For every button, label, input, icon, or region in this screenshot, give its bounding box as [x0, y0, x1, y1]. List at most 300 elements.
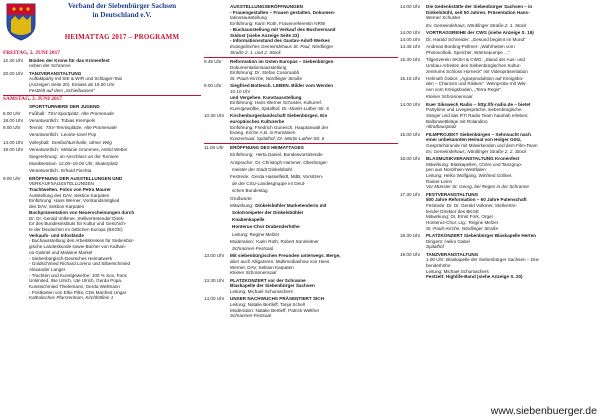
detail-value: TSV-Tennisplätze, Alte Promenade	[45, 125, 117, 131]
detail-pair	[230, 239, 398, 245]
event-time: 13.30 Uhr	[204, 277, 225, 283]
event-line: 500 Jahre Reformation – 60 Jahre Patenschaft	[426, 197, 527, 203]
event-content	[230, 83, 398, 112]
detail-value: Leitung: Regine Melzer	[232, 231, 280, 237]
event-line: Alexander Langer	[29, 266, 66, 272]
detail-label: Verantwortlich:	[29, 146, 60, 152]
detail-pair	[230, 217, 398, 223]
event-line: Andreas Bording-Pollmer: „Wahrheiten vom	[426, 44, 515, 50]
detail-pair	[230, 224, 398, 230]
event-time	[204, 181, 230, 187]
detail-pair	[230, 196, 398, 202]
event-line: tender Direktor des BKGE	[426, 208, 480, 214]
detail-label: Mitwirkung:	[230, 202, 254, 208]
event-content	[426, 76, 598, 93]
event-content	[230, 210, 398, 216]
program-entry	[400, 252, 598, 281]
event-time: 14.00 Uhr	[400, 101, 421, 107]
event-line: Mit siebenbürgischen Freunden unterwegs. Berge,	[230, 253, 341, 259]
detail-label: Verantwortlich:	[29, 118, 60, 124]
detail-pair	[230, 203, 398, 209]
detail-pair	[230, 210, 398, 216]
event-line: Gesprächsrunde mit Mitwirkenden und dem Film-Team	[426, 142, 538, 148]
program-entry	[400, 233, 598, 250]
event-time	[204, 160, 230, 166]
event-line: - Buchausstellung des Arbeitskreises für Siebenbür-	[29, 238, 135, 244]
event-content	[29, 118, 201, 124]
detail-pair	[29, 140, 201, 146]
event-time: 10.30 Uhr	[204, 113, 225, 119]
detail-pair	[230, 188, 398, 194]
program-detail	[204, 239, 398, 245]
event-content	[426, 233, 598, 250]
event-line: Die Gedenkstätte der Siebenbürger Sachsen – in	[426, 4, 533, 9]
event-content	[230, 196, 398, 202]
event-line: Rainer Leinn	[426, 178, 453, 184]
event-line: den – Chancen und Risiken“. Weinprobe mit Wei-	[426, 81, 527, 87]
program-detail	[204, 181, 398, 187]
detail-pair	[29, 111, 201, 117]
event-content	[230, 160, 398, 166]
event-content	[426, 23, 598, 29]
event-line: (Anzeigen Seite 20). Einlass ab 19.00 Uhr	[29, 82, 115, 88]
event-content	[230, 145, 398, 151]
program-entry	[3, 104, 201, 110]
event-line: Auftaktparty mit SIE & W!R und Schlager-Taxi	[29, 76, 123, 82]
event-content	[230, 59, 398, 82]
detail-value	[254, 196, 398, 202]
event-content	[230, 296, 398, 319]
event-line: Kirchenburgenlandschaft Siebenbürgen. Ein	[230, 113, 328, 119]
event-line: Binden der Krone für das Kronenfest	[29, 57, 110, 63]
event-line: Straße 2, 1. und 2. Stock	[230, 49, 281, 55]
detail-label: Festrede:	[230, 173, 250, 179]
program-entry	[204, 83, 398, 112]
event-time: 16.15 Uhr	[400, 75, 421, 81]
event-time	[204, 188, 230, 194]
program-entry	[204, 296, 398, 319]
event-time: 14.00 Uhr	[400, 29, 421, 35]
program-entry	[400, 30, 598, 36]
event-time: 18.30 Uhr	[400, 233, 421, 239]
event-content	[426, 252, 598, 281]
event-content	[29, 176, 201, 301]
program-detail	[204, 224, 398, 230]
event-content	[29, 140, 201, 146]
event-line: ERÖFFNUNG DES HEIMATTAGES	[230, 145, 304, 151]
event-line: Festzelt: Highlife-Band (siehe Anzeige S. 20)	[426, 274, 523, 280]
event-line: Dirigent: Heiko Gabel	[426, 238, 470, 244]
event-line: Vor Münster St. Georg, bei Regen in der Schranne	[426, 184, 529, 190]
program-detail	[204, 160, 398, 166]
program-detail	[3, 125, 201, 131]
detail-label: Ansprache:	[230, 159, 254, 165]
detail-value: TSV-Sportplatz, Alte Promenade	[47, 110, 114, 116]
detail-pair	[230, 232, 398, 238]
event-line: Evangelisches Gemeindehaus St. Paul, Nördlinger	[230, 43, 334, 49]
program-detail	[3, 111, 201, 117]
detail-pair	[29, 118, 201, 124]
program-entry	[400, 57, 598, 74]
event-time: 17.30 Uhr	[400, 191, 421, 197]
detail-value: Erhard Fiechta	[61, 168, 92, 174]
event-time	[204, 224, 230, 230]
day-heading: FREITAG, 2. JUNI 2017	[3, 50, 60, 56]
detail-label: Tennis:	[29, 125, 44, 131]
event-line: - Postkarten von Elke Pitts, CDs Manfred Ungar	[29, 289, 127, 295]
event-line: pen aus Nordrhein-Westfalen	[426, 167, 486, 173]
event-line: Moderation: Natalie Bertleff, Patrick Welther	[230, 307, 320, 313]
program-entry	[400, 192, 598, 232]
detail-label: Verantwortlich:	[29, 168, 60, 174]
event-content	[29, 132, 201, 138]
event-line: Ev. Gemeindehaus, Nördlinger Straße 2, 2. Stock	[426, 148, 527, 154]
detail-pair	[230, 246, 398, 252]
detail-value: Leonte-Ionel Pop	[61, 132, 97, 138]
event-line: na Gabriel und Malwine Markel	[29, 249, 93, 255]
event-time: 15.30 Uhr	[400, 57, 421, 63]
event-content	[426, 57, 598, 74]
event-time: 14.00 Uhr	[204, 296, 225, 302]
program-detail	[204, 152, 398, 158]
event-line: Dr. Harald Schneider: „Gesund beginnt im Mund“	[426, 37, 526, 43]
event-content	[29, 125, 201, 131]
event-time	[400, 23, 426, 29]
program-entry	[204, 4, 398, 55]
event-line: europäisches Kulturerbe	[230, 118, 285, 124]
organization-name	[42, 2, 202, 19]
event-content	[230, 253, 398, 276]
event-line: Mitwirkung: Dr. Ernst Fork, Orgel	[426, 214, 493, 220]
event-content	[230, 278, 398, 295]
event-line: Blaskapelle der Siebenbürger Sachsen	[230, 283, 315, 289]
event-line: FESTVERANSTALTUNG	[426, 191, 479, 197]
event-line: Schrannen-Festsaal	[230, 313, 272, 319]
event-content	[230, 246, 398, 252]
event-line: Kleiner Schrannensaal	[230, 270, 277, 276]
program-entry	[400, 44, 598, 55]
event-line: St.-Pauls-Kirche, Nördlinger Straße	[230, 75, 302, 81]
event-line: TANZVERANSTALTUNG	[29, 70, 82, 76]
event-line: TANZVERANSTALTUNG	[426, 251, 479, 257]
program-column-1	[3, 50, 201, 303]
event-time	[204, 167, 230, 173]
event-line: aber auch Alligatoren. Multimediashow von Hans	[230, 258, 330, 264]
event-line: Dokumentationsausstellung	[230, 64, 287, 70]
event-content	[29, 154, 201, 160]
detail-value: Karin Roth, Robert Sonnleitner	[256, 238, 319, 244]
event-line: Werner Schuster	[426, 15, 461, 21]
event-line: Einführung: Hans Werner Schuster, Kulturref.	[230, 100, 323, 106]
programm-label: PROGRAMM	[134, 33, 180, 41]
event-time: 20.00 Uhr	[3, 70, 24, 76]
detail-pair	[230, 181, 398, 187]
detail-label: Einführung:	[230, 152, 254, 158]
program-entry	[3, 58, 201, 69]
event-time	[3, 104, 29, 110]
event-line: Verkaufs- und Infostände	[29, 232, 84, 238]
program-entry	[204, 253, 398, 276]
event-time	[204, 246, 230, 252]
program-detail	[204, 196, 398, 202]
event-content	[230, 224, 398, 230]
event-content	[29, 71, 201, 94]
detail-value: Gerda Hasselfeldt, MdB, Vorsitzen-	[251, 173, 324, 179]
event-line: Werner, DAV, Sektion Karpaten	[230, 264, 294, 270]
event-line: Einführung: Dr. Stefan Cosoroabă	[230, 70, 299, 76]
program-entry	[204, 278, 398, 295]
event-line: PLATZKONZERT Siebenbürger Blaskapelle Herten	[426, 233, 536, 239]
program-entry	[400, 156, 598, 190]
event-time: 14.00 Uhr	[400, 4, 421, 9]
event-content	[230, 152, 398, 158]
program-header	[0, 0, 205, 46]
event-line: benderhöhe	[426, 263, 451, 269]
event-time	[204, 203, 230, 209]
detail-value: schen Bundestag	[232, 188, 268, 194]
event-line: Leitung: Heiko Wolfgang, Winfried Göllner,	[426, 172, 513, 178]
event-line: Sänger und das RTI Radio Team hautnah erleben;	[426, 112, 529, 118]
detail-value: Dinkelsbühler Marketenderin mit	[255, 202, 327, 208]
event-line: Buchpräsentation von Neuerscheinungen durch	[29, 209, 135, 215]
event-line: 1.00 Uhr: Blaskapelle der Siebenbürger Sachsen – Dra-	[426, 257, 540, 263]
program-column-3	[400, 4, 598, 282]
event-content	[426, 192, 598, 232]
event-line: te der Deutschen im östlichen Europa (BKGE)	[29, 226, 123, 232]
program-entry	[3, 71, 201, 94]
event-time: 14.45 Uhr	[400, 44, 421, 50]
event-line: - Frauengestalten – Frauen gestalten. Dokumen-	[230, 9, 336, 15]
event-line: 10.10 Uhr	[230, 88, 251, 94]
event-line: - Trachten und Kunstgewerbe: 100 % Sox, Fans	[29, 272, 127, 278]
detail-label: Verantwortlich:	[29, 132, 60, 138]
section-divider	[204, 143, 398, 144]
event-line: tationsausstellung	[230, 15, 267, 21]
event-content	[29, 168, 201, 174]
event-content	[29, 58, 201, 69]
event-line: Euer Sikswech Radio – http://fr-radio.de – bietet	[426, 101, 531, 107]
program-entry	[204, 59, 398, 82]
event-line: nen vom Königsboden, „Terra Regis“.	[426, 87, 503, 93]
detail-value: Tobias Krempels	[61, 118, 96, 124]
event-time: 19.00 Uhr	[400, 251, 421, 257]
event-line: VORTRAGSREIHE der CWG (siehe Anzeige S. 19)	[426, 29, 534, 35]
event-time	[204, 210, 230, 216]
event-line: BLASMUSIKVERANSTALTUNG Kronenfest	[426, 155, 520, 161]
detail-value: Melanie Grommes, Astrid Weber	[61, 146, 128, 152]
event-time	[204, 232, 230, 238]
event-content	[230, 113, 398, 142]
detail-pair	[29, 154, 201, 160]
heimattag-label: HEIMATTAG 2017	[64, 33, 127, 41]
event-line: Tilgenverein SKSH & CWG: „Stand der Aus- und	[426, 57, 525, 63]
section-divider	[204, 57, 398, 58]
event-line: Reformation im Osten Europas – Siebenbürgen	[230, 58, 334, 64]
program-detail	[3, 132, 201, 138]
event-line: Partytime und Livegespräche, siebenbürgische	[426, 107, 522, 113]
event-line: Ausstellung des DAV, Sektion Karpaten	[29, 192, 110, 198]
program-entry	[400, 4, 598, 21]
event-time: 9.00 Uhr	[204, 83, 222, 89]
program-detail	[204, 174, 398, 180]
event-time: 9.45 Uhr	[204, 58, 222, 64]
event-line: gische Landeskunde sowie Bücher von Kathari-	[29, 244, 127, 250]
event-line: Katholisches Pfarrzentrum, Kirchhöflein 1	[29, 295, 114, 301]
detail-pair	[29, 125, 201, 131]
event-time: 12.30 Uhr	[3, 57, 24, 63]
event-time: 18.00 Uhr	[3, 118, 24, 124]
event-content	[230, 188, 398, 194]
event-content	[230, 181, 398, 187]
event-line: Konzertsaal, Spitalhof, Dr.-Martin-Luther-Str. 6	[230, 135, 325, 141]
event-line: Spitalhof	[426, 244, 444, 250]
program-detail	[3, 168, 201, 174]
event-line: tor des Bundesinstituts für Kultur und Geschich-	[29, 221, 127, 227]
event-line: Leitung: Michael Schumachers	[230, 288, 293, 294]
detail-value: Dreifachturnhalle, Ulmer Weg	[51, 139, 112, 145]
event-content	[426, 102, 598, 131]
detail-value: de der CSU-Landesgruppe im Deut-	[232, 181, 306, 187]
event-content	[230, 217, 398, 223]
event-content	[426, 132, 598, 155]
event-time: 14.00 Uhr	[400, 37, 421, 43]
event-line: AUSSTELLUNGSERÖFFNUNGEN	[230, 4, 303, 9]
event-content	[230, 232, 398, 238]
program-entry	[400, 76, 598, 93]
event-line: Evang. Kirche A.B. in Rumänien	[230, 130, 296, 136]
event-content	[29, 111, 201, 117]
event-line: Kleiner Schrannensaal	[426, 94, 473, 100]
detail-value: Solotrompeter der Dinkelsbühler	[232, 210, 304, 215]
event-time: 15.00 Uhr	[400, 131, 421, 137]
event-line: Kunstschmied Thielemann, Gerda Wellmann	[29, 284, 120, 290]
event-line: Dr. Dr. Gerald Volkmer, Stellvertretender Direk-	[29, 215, 125, 221]
detail-label: Siegerehrung:	[29, 154, 58, 160]
program-entry	[400, 102, 598, 131]
event-time	[204, 196, 230, 202]
event-time	[3, 132, 29, 138]
program-detail	[204, 167, 398, 173]
event-line: Trachtwelten. Fotos von Petra Maurer	[29, 187, 111, 193]
detail-label: Volleyball:	[29, 139, 50, 145]
event-line: Ev. Gemeindehaus, Nördlinger Straße 2, 1. Stock	[426, 22, 527, 28]
detail-value: Honterus-Chor Drabenderhöhe	[232, 224, 300, 230]
detail-label: Grußworte	[230, 195, 252, 201]
detail-value: Knabenkapelle	[232, 217, 265, 223]
event-time: 9.00 Uhr	[3, 175, 21, 181]
program-detail	[3, 147, 201, 153]
event-time: 18.00 Uhr	[3, 146, 24, 152]
program-entry	[400, 23, 598, 29]
event-line: Einführung: Friedrich Gunesch, Hauptanwalt der	[230, 124, 329, 130]
program-entry	[400, 94, 598, 100]
event-content	[426, 94, 598, 100]
event-time	[204, 239, 230, 245]
detail-pair	[230, 160, 398, 166]
event-line: St.-Pauls-Kirche, Nördlinger Straße	[426, 225, 498, 231]
detail-pair	[29, 132, 201, 138]
detail-label: Musiksession	[29, 161, 57, 167]
detail-label: Fußball:	[29, 110, 46, 116]
event-line: PLATZKONZERT vor der Schranne	[230, 277, 306, 283]
event-line: Einführung: Hans Werner, Vorstandsmitglied	[29, 198, 120, 204]
org-line: in Deutschland e.V.	[92, 10, 152, 19]
detail-value: meister der Stadt Dinkelsbühl	[232, 166, 293, 172]
event-line: Leitung: Michael Schumachers	[426, 268, 489, 274]
event-time	[204, 174, 230, 180]
program-detail	[3, 118, 201, 124]
detail-pair	[29, 168, 201, 174]
event-line: neben der Schranne	[29, 63, 71, 69]
event-time: 9.00 Uhr	[3, 125, 21, 131]
program-detail	[204, 217, 398, 223]
detail-value: Schrannen-Festsaal	[232, 246, 274, 252]
event-line: - Buchausstellung mit Verkauf des Buchversand	[230, 26, 336, 32]
event-line: Einführung: Karin Roth, Frauenreferentin NRW	[230, 21, 326, 27]
program-title	[42, 33, 202, 41]
program-entry	[204, 145, 398, 151]
program-detail	[204, 210, 398, 216]
event-content	[426, 30, 598, 36]
event-line: Südost (siehe Anzeige Seite 23)	[230, 32, 300, 38]
program-detail	[3, 161, 201, 167]
event-line: Kunstgewölbe, Spitalhof, Dr.-Martin-Luther-Str. 6	[230, 105, 329, 111]
program-detail	[204, 188, 398, 194]
program-entry	[400, 132, 598, 155]
event-content	[426, 37, 598, 43]
detail-pair	[230, 174, 398, 180]
detail-pair	[230, 152, 398, 158]
program-column-2	[204, 4, 398, 320]
event-line: Mitwirkung: Blaskapellen, Chöre und Tanzgrup-	[426, 161, 523, 167]
watermark: www.siebenbuerger.de	[490, 405, 597, 417]
title-dash: –	[128, 33, 133, 41]
event-line: VERKAUFSAUSSTELLUNGEN	[29, 181, 94, 187]
detail-value: im Anschluss an die Turniere	[59, 154, 119, 160]
event-line: einer unbekannten Heimat von Holger Götz,	[426, 137, 522, 143]
event-line: zentrums Schloss Horneck“ mit Videopräsentation	[426, 68, 528, 74]
event-content	[230, 239, 398, 245]
event-line: Festrede: Dr. Dr. Gerald Volkmer, Stellvertre-	[426, 203, 518, 208]
event-content	[426, 4, 598, 21]
event-time	[204, 217, 230, 223]
event-line: ERÖFFNUNG DER AUSSTELLUNGEN UND	[29, 175, 123, 181]
event-line: FILMPROJEKT Siebenbürgen – Sehnsucht nach	[426, 131, 531, 137]
event-line: Festzelt auf dem „Schießwasen“	[29, 87, 95, 93]
event-time	[3, 161, 29, 167]
event-content	[230, 4, 398, 55]
detail-value: Herta Daniel, Bundesvorsitzende	[255, 152, 323, 158]
event-line: Dinkelsbühl, seit 50 Jahren. Präsentation Hans-	[426, 9, 530, 15]
program-entry	[204, 113, 398, 142]
event-content	[230, 167, 398, 173]
event-line: - Goldschmied Richard Lorenz und Silberschmied	[29, 261, 131, 267]
program-entry	[400, 37, 598, 43]
event-time: 14.00 Uhr	[3, 139, 24, 145]
org-line: Verband der Siebenbürger Sachsen	[67, 2, 177, 10]
event-time: 13.00 Uhr	[204, 253, 225, 259]
event-line: Siegfried Bottesch. LEBEN. Bilder vom Werden	[230, 83, 334, 89]
event-time	[204, 4, 230, 55]
event-line: UNSER NACHWUCHS PRÄSENTIERT SICH	[230, 296, 324, 302]
detail-value: 12.00–19.00 Uhr, Skaterplatz	[58, 161, 119, 167]
event-content	[230, 174, 398, 180]
event-content	[230, 203, 398, 209]
event-time	[400, 94, 426, 100]
detail-pair	[29, 147, 201, 153]
program-detail	[204, 203, 398, 209]
event-time	[3, 168, 29, 174]
